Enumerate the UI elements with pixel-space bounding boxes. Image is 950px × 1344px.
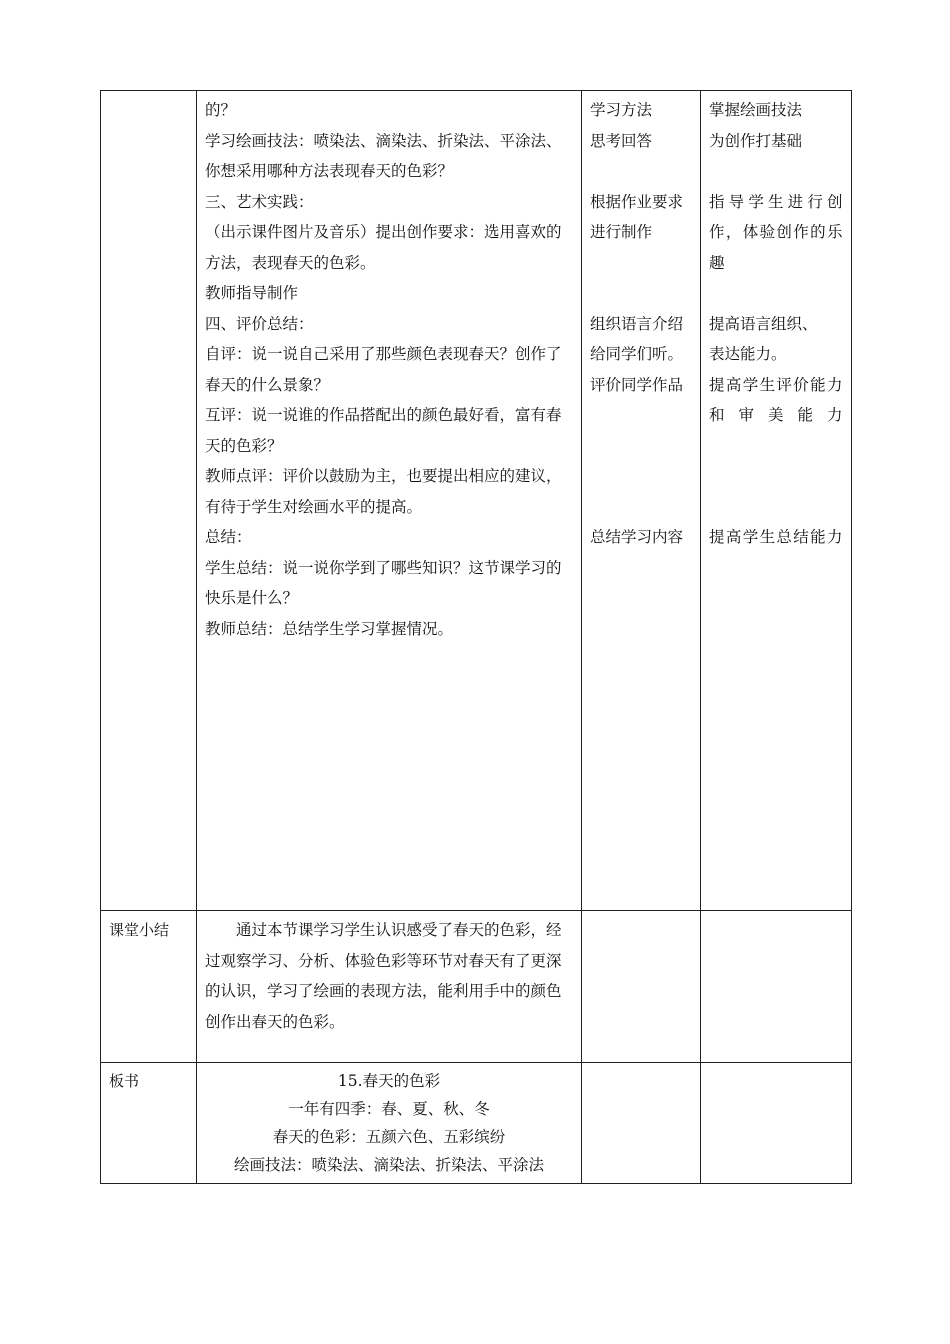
- empty-cell: [701, 911, 852, 1063]
- empty-cell: [701, 1063, 852, 1184]
- intent-text: 提高学生评价能力和审美能力: [709, 375, 843, 424]
- student-text: 组织语言介绍: [590, 314, 684, 333]
- intent-text: 表达能力。: [709, 345, 787, 363]
- blackboard-row: [101, 1063, 852, 1184]
- student-text: 进行制作: [590, 223, 653, 241]
- blackboard-content-cell: [197, 1063, 582, 1184]
- activity-line: 教师点评：评价以鼓励为主，也要提出相应的建议，有待于学生对绘画水平的提高。: [205, 467, 562, 516]
- student-text: 给同学们听。: [590, 345, 684, 363]
- intent-text: 提高学生总结能力: [709, 528, 843, 546]
- intent-text: 掌握绘画技法: [709, 101, 803, 119]
- intent-text: 指导学生进行创作，体验创作的乐趣: [709, 192, 843, 272]
- lesson-plan-table: [100, 90, 852, 1184]
- activity-line: （出示课件图片及音乐）提出创作要求：选用喜欢的方法，表现春天的色彩。: [205, 223, 562, 272]
- student-text: 评价同学作品: [590, 375, 684, 394]
- row-label-cell-empty: [101, 91, 197, 911]
- student-text: 思考回答: [590, 131, 653, 150]
- activity-line: 总结：: [205, 528, 252, 546]
- intent-text: 提高语言组织、: [709, 314, 818, 333]
- activity-line: 教师总结：总结学生学习掌握情况。: [205, 619, 454, 638]
- empty-cell: [582, 1063, 701, 1184]
- activity-line: 学生总结：说一说你学到了哪些知识？这节课学习的快乐是什么？: [205, 558, 562, 607]
- activity-line: 学习绘画技法：喷染法、滴染法、折染法、平涂法、: [205, 131, 562, 150]
- class-summary-text: 通过本节课学习学生认识感受了春天的色彩，经过观察学习、分析、体验色彩等环节对春天有了更深的认识，学习了绘画的表现方法，能利用手中的颜色创作出春天的色彩。: [205, 921, 562, 1031]
- blackboard-line: 春天的色彩：五颜六色、五彩缤纷: [272, 1128, 506, 1146]
- activity-line: 互评：说一说谁的作品搭配出的颜色最好看，富有春天的色彩？: [205, 406, 562, 455]
- class-summary-text-cell: [197, 911, 582, 1063]
- empty-cell: [582, 911, 701, 1063]
- blackboard-line: 一年有四季：春、夏、秋、冬: [288, 1100, 490, 1118]
- class-summary-row: [101, 911, 852, 1063]
- blackboard-title: 15.春天的色彩: [337, 1072, 441, 1090]
- student-text: 学习方法: [590, 101, 653, 119]
- activity-line: 的？: [205, 101, 237, 119]
- student-text: 根据作业要求: [590, 192, 684, 211]
- blackboard-line: 绘画技法：喷染法、滴染法、折染法、平涂法: [233, 1156, 544, 1174]
- design-intent-cell: [701, 91, 852, 911]
- class-summary-label: 课堂小结: [101, 911, 197, 1063]
- activity-line: 教师指导制作: [205, 284, 299, 302]
- teaching-process-row: [101, 91, 852, 911]
- activity-line: 自评：说一说自己采用了那些颜色表现春天？创作了春天的什么景象？: [205, 345, 562, 394]
- student-text: 总结学习内容: [590, 528, 684, 546]
- activity-line: 你想采用哪种方法表现春天的色彩？: [205, 162, 454, 180]
- student-activities-cell: [582, 91, 701, 911]
- activity-line: 四、评价总结：: [205, 314, 314, 333]
- blackboard-label: 板书: [101, 1063, 197, 1184]
- activity-line: 三、艺术实践：: [205, 192, 314, 211]
- intent-text: 为创作打基础: [709, 131, 803, 150]
- teaching-activities-cell: [197, 91, 582, 911]
